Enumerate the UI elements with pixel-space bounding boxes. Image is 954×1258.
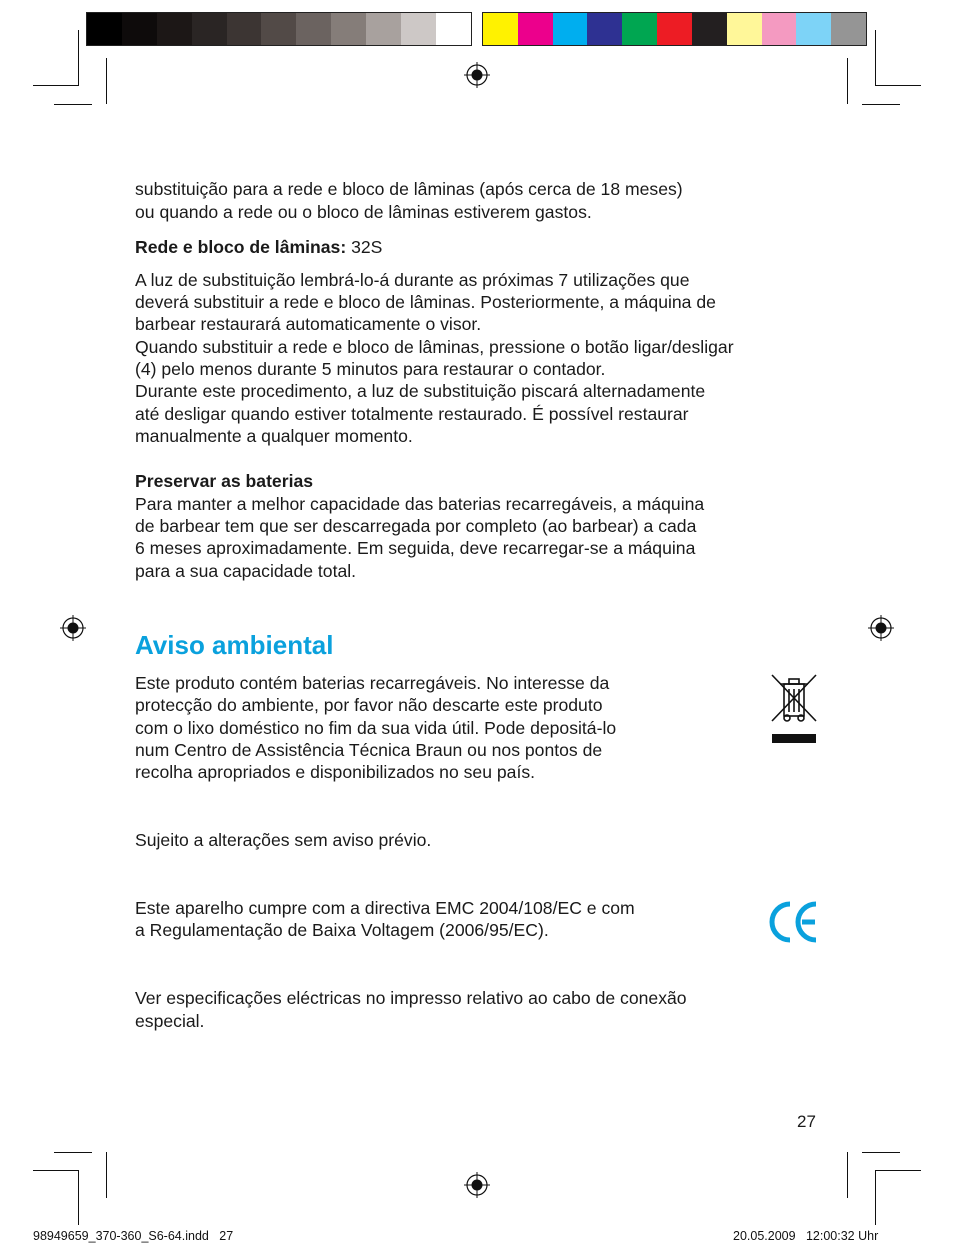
registration-mark-icon <box>464 62 490 88</box>
color-swatch <box>622 13 657 45</box>
batteries-line: para a sua capacidade total. <box>135 561 357 581</box>
ce-mark-icon <box>768 899 820 945</box>
replacement-line: barbear restaurará automaticamente o visor. <box>135 314 482 334</box>
color-swatch <box>436 13 471 45</box>
color-swatch <box>366 13 401 45</box>
compliance-line: a Regulamentação de Baixa Voltagem (2006/95/EC). <box>135 920 549 940</box>
environment-line: recolha apropriados e disponibilizados no seu país. <box>135 762 536 782</box>
weee-crossed-bin-icon <box>768 672 820 746</box>
color-swatch <box>727 13 762 45</box>
electrical-line: Ver especificações eléctricas no impresso relativo ao cabo de conexão <box>135 988 687 1008</box>
footer-filename: 98949659_370-360_S6-64.indd 27 <box>33 1229 234 1243</box>
intro-line-1: substituição para a rede e bloco de lâminas (após cerca de 18 meses) <box>135 179 683 199</box>
replacement-line: (4) pelo menos durante 5 minutos para restaurar o contador. <box>135 359 606 379</box>
color-swatch <box>261 13 296 45</box>
color-swatch <box>762 13 797 45</box>
replacement-line: Quando substituir a rede e bloco de lâminas, pressione o botão ligar/desligar <box>135 337 734 357</box>
grayscale-swatch-bar <box>86 12 472 46</box>
part-value: 32S <box>351 237 383 257</box>
batteries-line: Para manter a melhor capacidade das baterias recarregáveis, a máquina <box>135 494 705 514</box>
color-swatch <box>227 13 262 45</box>
replacement-line: Durante este procedimento, a luz de substituição piscará alternadamente <box>135 381 706 401</box>
replacement-line: A luz de substituição lembrá-lo-á durante as próximas 7 utilizações que <box>135 270 690 290</box>
environment-heading: Aviso ambiental <box>135 630 334 660</box>
color-swatch <box>587 13 622 45</box>
color-swatch <box>296 13 331 45</box>
intro-line-2: ou quando a rede ou o bloco de lâminas estiverem gastos. <box>135 202 592 222</box>
color-swatch <box>831 13 866 45</box>
environment-line: Este produto contém baterias recarregáveis. No interesse da <box>135 673 610 693</box>
batteries-title: Preservar as baterias <box>135 471 314 491</box>
environment-line: protecção do ambiente, por favor não descarte este produto <box>135 695 603 715</box>
replacement-line: até desligar quando estiver totalmente restaurado. É possível restaurar <box>135 404 689 424</box>
color-swatch <box>483 13 518 45</box>
compliance-line: Este aparelho cumpre com a directiva EMC 2004/108/EC e com <box>135 898 635 918</box>
notice-text: Sujeito a alterações sem aviso prévio. <box>135 830 432 850</box>
batteries-line: 6 meses aproximadamente. Em seguida, deve recarregar-se a máquina <box>135 538 696 558</box>
color-swatch-bar <box>482 12 867 46</box>
batteries-line: de barbear tem que ser descarregada por completo (ao barbear) a cada <box>135 516 697 536</box>
color-swatch <box>331 13 366 45</box>
page-number: 27 <box>797 1112 816 1131</box>
color-swatch <box>401 13 436 45</box>
footer-timestamp: 20.05.2009 12:00:32 Uhr <box>733 1229 879 1243</box>
color-swatch <box>157 13 192 45</box>
color-swatch <box>796 13 831 45</box>
color-swatch <box>518 13 553 45</box>
registration-mark-icon <box>868 615 894 641</box>
electrical-line: especial. <box>135 1011 205 1031</box>
color-swatch <box>87 13 122 45</box>
registration-mark-icon <box>60 615 86 641</box>
color-swatch <box>657 13 692 45</box>
color-swatch <box>553 13 588 45</box>
color-swatch <box>692 13 727 45</box>
part-label: Rede e bloco de lâminas: <box>135 237 347 257</box>
part-line <box>135 236 382 258</box>
environment-line: com o lixo doméstico no fim da sua vida útil. Pode depositá-lo <box>135 718 617 738</box>
replacement-line: deverá substituir a rede e bloco de lâminas. Posteriormente, a máquina de <box>135 292 716 312</box>
color-swatch <box>122 13 157 45</box>
color-swatch <box>192 13 227 45</box>
environment-line: num Centro de Assistência Técnica Braun ou nos pontos de <box>135 740 603 760</box>
replacement-line: manualmente a qualquer momento. <box>135 426 413 446</box>
registration-mark-icon <box>464 1172 490 1198</box>
